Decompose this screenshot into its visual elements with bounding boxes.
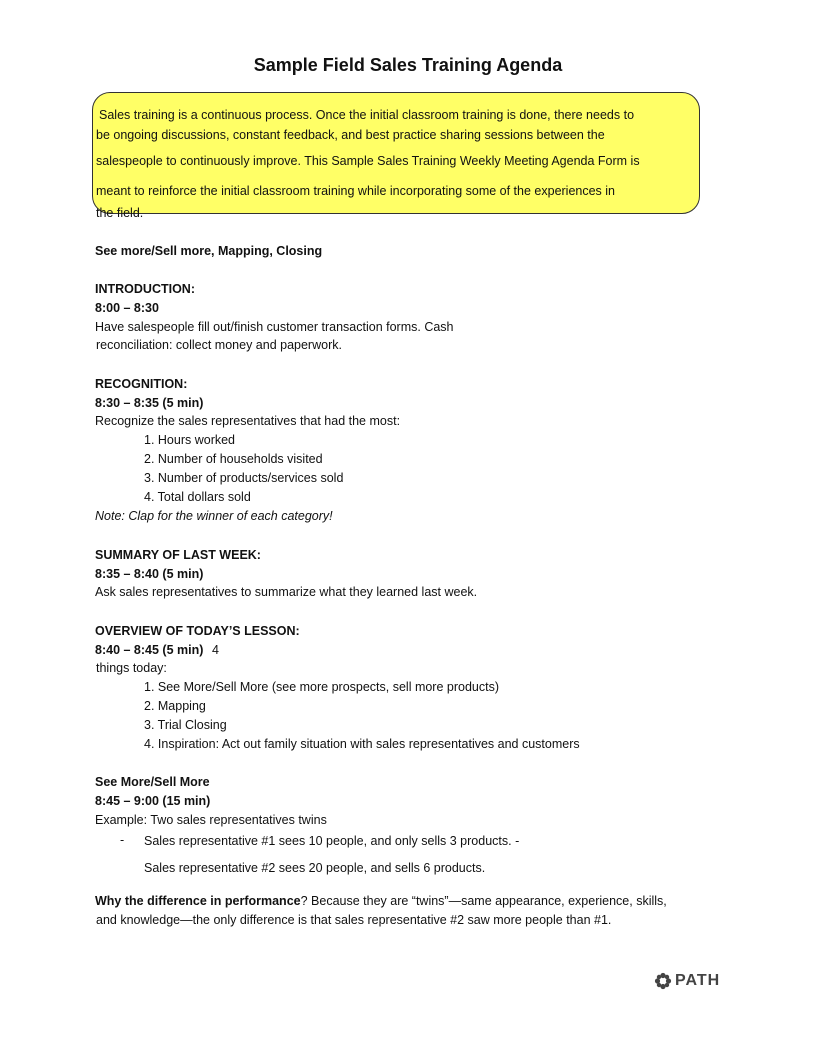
intro-line-2: be ongoing discussions, constant feedback, and best practice sharing sessions between the — [96, 128, 605, 142]
recognition-time: 8:30 – 8:35 (5 min) — [95, 396, 204, 410]
overview-time: 8:40 – 8:45 (5 min) — [95, 643, 204, 657]
see-more-bullet-2: Sales representative #2 sees 20 people, and sells 6 products. — [144, 861, 486, 875]
why-rest: ? Because they are “twins”—same appearance, experience, skills, — [300, 894, 667, 908]
overview-item-1: 1. See More/Sell More (see more prospects, sell more products) — [144, 680, 499, 694]
logo-text: PATH — [675, 972, 721, 989]
see-more-bullet-1: Sales representative #1 sees 10 people, and only sells 3 products. - — [144, 834, 520, 848]
introduction-time: 8:00 – 8:30 — [95, 301, 159, 315]
why-bold: Why the difference in performance — [95, 894, 301, 908]
introduction-heading: INTRODUCTION: — [95, 282, 195, 296]
overview-time-suffix: 4 — [212, 643, 219, 657]
intro-line-5: the field. — [96, 206, 144, 220]
see-more-example: Example: Two sales representatives twins — [95, 813, 327, 827]
summary-heading: SUMMARY OF LAST WEEK: — [95, 548, 261, 562]
recognition-item-1: 1. Hours worked — [144, 433, 236, 447]
bullet-dash: - — [120, 833, 125, 847]
introduction-text-2: reconciliation: collect money and paperwork. — [96, 338, 342, 352]
intro-line-3: salespeople to continuously improve. This Sample Sales Training Weekly Meeting Agenda Form is — [96, 154, 640, 168]
why-line-1 — [95, 894, 667, 909]
see-more-heading: See More/Sell More — [95, 775, 210, 789]
introduction-text-1: Have salespeople fill out/finish customer transaction forms. Cash — [95, 320, 454, 334]
flower-icon — [654, 972, 672, 990]
overview-item-2: 2. Mapping — [144, 699, 206, 713]
see-more-time: 8:45 – 9:00 (15 min) — [95, 794, 211, 808]
summary-time: 8:35 – 8:40 (5 min) — [95, 567, 204, 581]
recognition-item-2: 2. Number of households visited — [144, 452, 323, 466]
intro-line-4: meant to reinforce the initial classroom training while incorporating some of the experiences in — [96, 184, 616, 198]
overview-item-3: 3. Trial Closing — [144, 718, 227, 732]
recognition-item-3: 3. Number of products/services sold — [144, 471, 344, 485]
recognition-heading: RECOGNITION: — [95, 377, 188, 391]
recognition-text: Recognize the sales representatives that had the most: — [95, 414, 401, 428]
overview-item-4: 4. Inspiration: Act out family situation with sales representatives and customers — [144, 737, 580, 751]
recognition-note: Note: Clap for the winner of each category! — [95, 509, 333, 523]
overview-text: things today: — [96, 661, 167, 675]
page-title: Sample Field Sales Training Agenda — [253, 55, 563, 75]
why-line-2: and knowledge—the only difference is that sales representative #2 saw more people than #1. — [96, 913, 612, 927]
topics-line: See more/Sell more, Mapping, Closing — [95, 244, 323, 258]
intro-line-1: Sales training is a continuous process. Once the initial classroom training is done, there needs to — [99, 108, 635, 122]
overview-heading: OVERVIEW OF TODAY’S LESSON: — [95, 624, 300, 638]
recognition-item-4: 4. Total dollars sold — [144, 490, 251, 504]
summary-text: Ask sales representatives to summarize what they learned last week. — [95, 585, 478, 599]
path-logo — [654, 972, 720, 990]
